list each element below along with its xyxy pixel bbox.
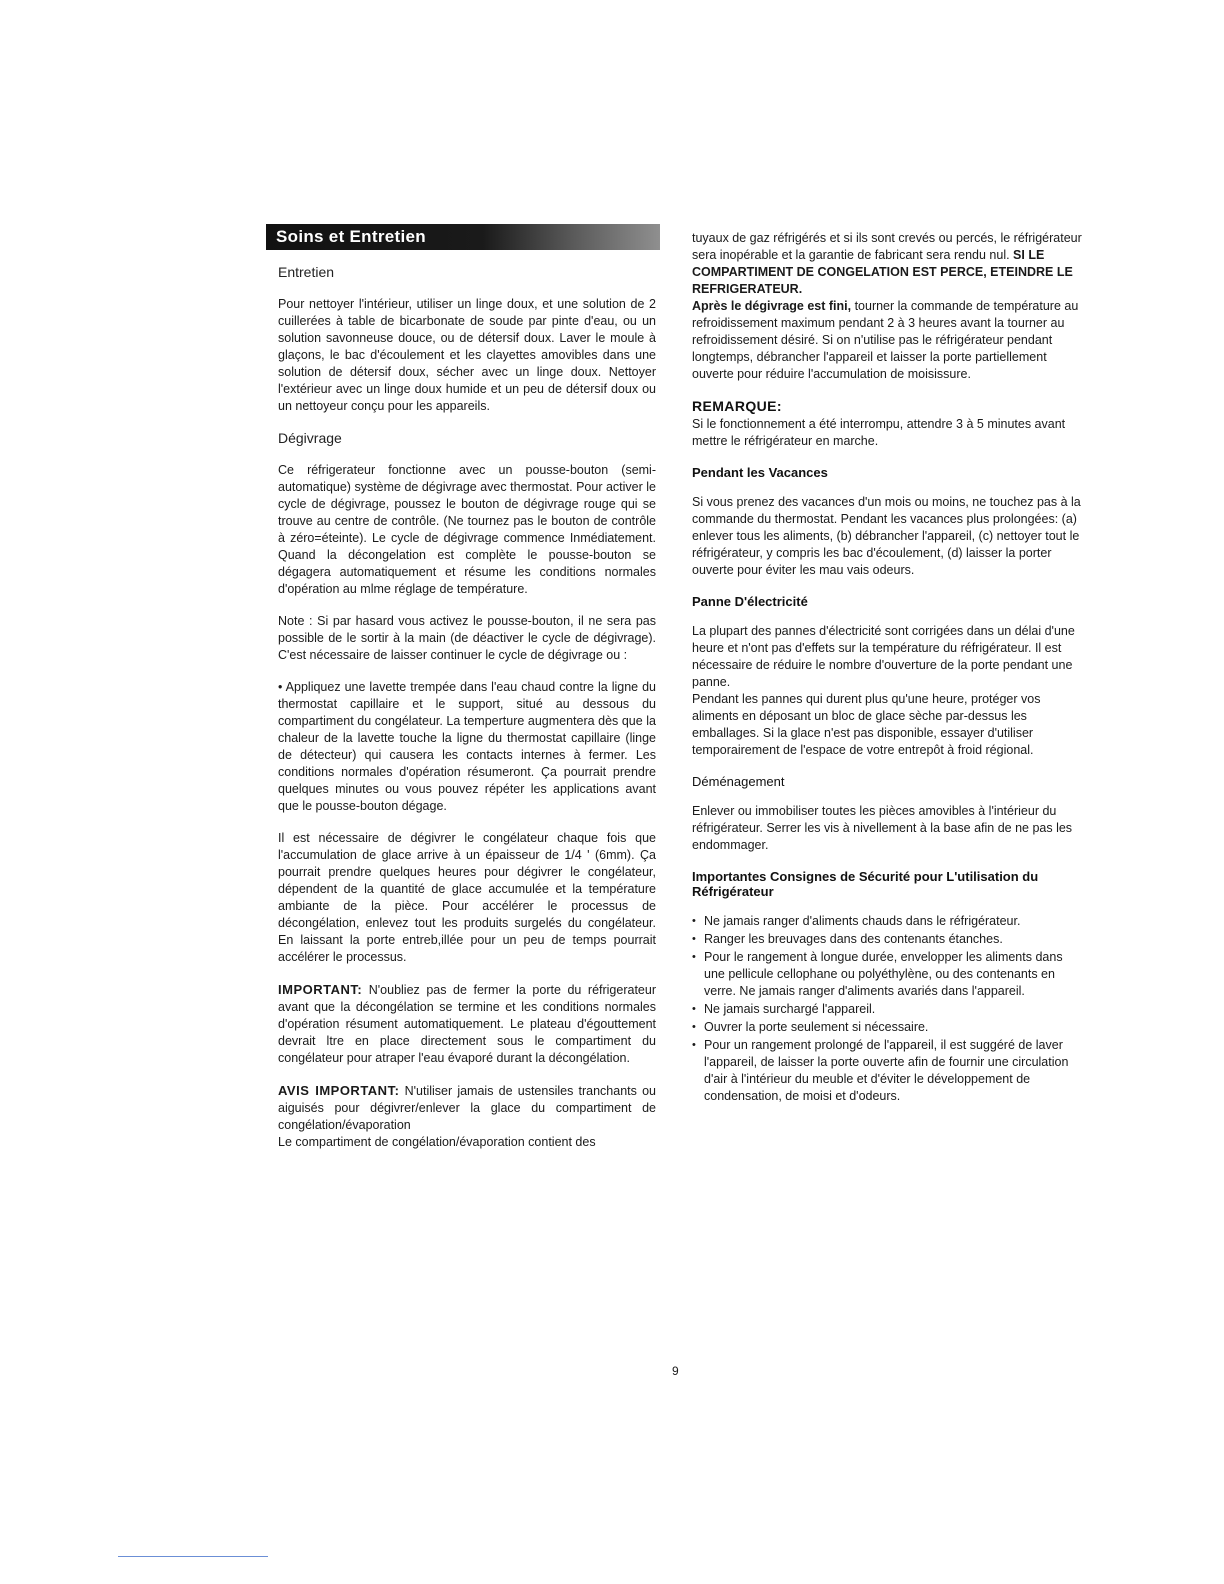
remarque-paragraph: Si le fonctionnement a été interrompu, attendre 3 à 5 minutes avant mettre le réfrigérateur en marche. xyxy=(692,417,1066,448)
important-label: IMPORTANT: xyxy=(278,982,363,997)
consignes-list xyxy=(692,913,1082,1105)
tuyaux-body: tuyaux de gaz réfrigérés et si ils sont crevés ou percés, le réfrigérateur sera inopérable et la garantie de fabricant sera rendu nul. xyxy=(692,231,1082,262)
demenagement-paragraph: Enlever ou immobiliser toutes les pièces amovibles à l'intérieur du réfrigérateur. Serrer les vis à nivellement à la base afin de ne pas les endommager. xyxy=(692,804,1073,852)
degivrage-heading: Dégivrage xyxy=(278,430,342,446)
panne-heading: Panne D'électricité xyxy=(692,594,808,609)
consignes-heading: Importantes Consignes de Sécurité pour L'utilisation du Réfrigérateur xyxy=(692,869,1039,899)
important-paragraph xyxy=(278,981,656,1067)
section-banner: Soins et Entretien xyxy=(266,224,660,250)
right-column xyxy=(692,230,1082,1106)
list-item: • Pour un rangement prolongé de l'appareil, il est suggéré de laver l'appareil, de laisser la porte ouverte afin de fournir une circulation d'air à l'intérieur du meuble et d'éviter le développement de condensation, de moisi et d'odeurs. xyxy=(692,1037,1082,1105)
left-column xyxy=(268,224,656,1166)
footer-rule xyxy=(118,1556,268,1557)
avis-body: N'utiliser jamais de ustensiles tranchants ou aiguisés pour dégivrer/enlever la glace du compartiment de congélation/évaporation xyxy=(278,1084,656,1132)
list-item: • Ne jamais ranger d'aliments chauds dans le réfrigérateur. xyxy=(692,913,1082,930)
avis-paragraph-2: Le compartiment de congélation/évaporation contient des xyxy=(278,1135,596,1149)
vacances-heading: Pendant les Vacances xyxy=(692,465,828,480)
apres-label: Après le dégivrage est fini, xyxy=(692,299,852,313)
tuyaux-warning: SI LE COMPARTIMENT DE CONGELATION EST PERCE, ETEINDRE LE REFRIGERATEUR. xyxy=(692,248,1073,296)
avis-paragraph xyxy=(278,1082,656,1134)
list-item: • Pour le rangement à longue durée, envelopper les aliments dans une pellicule cellophane ou polyéthylène, ou des contenants en verre. Ne jamais ranger d'aliments avariés dans l'appareil. xyxy=(692,949,1082,1000)
demenagement-heading: Déménagement xyxy=(692,774,785,789)
avis-label: AVIS IMPORTANT: xyxy=(278,1083,400,1098)
note-paragraph: Note : Si par hasard vous activez le pousse-bouton, il ne sera pas possible de le sortir à la main (de déactiver le cycle de dégivrage). C'est nécessaire de laisser continuer le cycle de dégivrage ou : xyxy=(278,614,656,662)
remarque-heading: REMARQUE: xyxy=(692,398,782,414)
entretien-heading: Entretien xyxy=(278,264,335,280)
degivrage-paragraph: Ce réfrigerateur fonctionne avec un pousse-bouton (semi-automatique) système de dégivrage avec thermostat. Pour activer le cycle de dégivrage, poussez le bouton de dégivrage rouge qui se trouve au centre de contrôle. (Ne tournez pas le bouton de contrôle à zéro=éteinte). Le cycle de dégivrage commence Inmédiatement. Quand la décongelation est complète le pousse-bouton se dégagera automatiquement et résume les conditions normales d'opération au mlme réglage de température. xyxy=(278,463,656,596)
panne-paragraph-2: Pendant les pannes qui durent plus qu'une heure, protéger vos aliments en déposant un bloc de glace sèche par-dessus les emballages. Si la glace n'est pas disponible, essayer d'utiliser temporairement de l'espace de votre entrepôt à froid régional. xyxy=(692,692,1041,757)
panne-paragraph: La plupart des pannes d'électricité sont corrigées dans un délai d'une heure et n'ont pas d'effets sur la température du réfrigérateur. Il est nécessaire de réduire le nombre d'ouverture de la porte pendant une panne. xyxy=(692,624,1075,689)
page-number: 9 xyxy=(672,1364,679,1378)
vacances-paragraph: Si vous prenez des vacances d'un mois ou moins, ne touchez pas à la commande du thermostat. Pendant les vacances plus prolongées: (a) enlever tous les aliments, (b) débrancher l'appareil, (c) nettoyer tout le réfrigérateur, y compris les bac d'écoulement, (d) laisser la porter ouverte pour éviter les mau vais odeurs. xyxy=(692,495,1081,577)
list-item: • Ouvrer la porte seulement si nécessaire. xyxy=(692,1019,1082,1036)
degivrer-paragraph: Il est nécessaire de dégivrer le congélateur chaque fois que l'accumulation de glace arrive à un épaisseur de 1/4 ' (6mm). Ça pourrait prendre quelques heures pour dégivrer le congélateur, dépendent de la quantité de glace accumulée et la température ambiante de la pièce. Pour accélérer le processus de décongélation, enlevez tout les produits surgelés du congélateur. En laissant la porte entreb,illée pour un peu de temps pourrait accélérer le processus. xyxy=(278,831,656,964)
entretien-paragraph: Pour nettoyer l'intérieur, utiliser un linge doux, et une solution de 2 cuillerées à table de bicarbonate de soude par pinte d'eau, ou un solution savonneuse douce, ou de détersif doux. Laver le moule à glaçons, le bac d'écoulement et les clayettes amovibles dans une solution de détersif doux, sécher avec un linge doux. Nettoyer l'extérieur avec un linge doux humide et un peu de détersif doux ou un nettoyeur conçu pour les appareils. xyxy=(278,297,656,413)
apres-body: tourner la commande de température au refroidissement maximum pendant 2 à 3 heures avant la tourner au refroidissement désiré. Si on n'utilise pas le réfrigérateur pendant longtemps, débrancher l'appareil et laisser la porte partiellement ouverte pour réduire l'accumulation de moisissure. xyxy=(692,299,1079,381)
important-body: N'oubliez pas de fermer la porte du réfrigerateur avant que la décongélation se termine et les conditions normales d'opération résument automatiquement. Le plateau d'égouttement devrait ltre en place directement sous le compartiment du congélateur pour atraper l'eau évaporé durant la décongélation. xyxy=(278,983,656,1065)
lavette-paragraph: • Appliquez une lavette trempée dans l'eau chaud contre la ligne du thermostat capillaire et le support, situé au dessous du compartiment du congélateur. La temperture augmentera dès que la chaleur de la lavette touche la ligne du thermostat capillaire (linge de détecteur) qui causera les contacts internes à fermer. Les conditions normales d'opération résumeront. Ça pourrait prendre quelques minutes ou vous pouvez répéter les applications avant que le pousse-bouton dégage. xyxy=(278,680,656,813)
tuyaux-paragraph xyxy=(692,230,1082,383)
list-item: • Ne jamais surchargé l'appareil. xyxy=(692,1001,1082,1018)
list-item: • Ranger les breuvages dans des contenants étanches. xyxy=(692,931,1082,948)
